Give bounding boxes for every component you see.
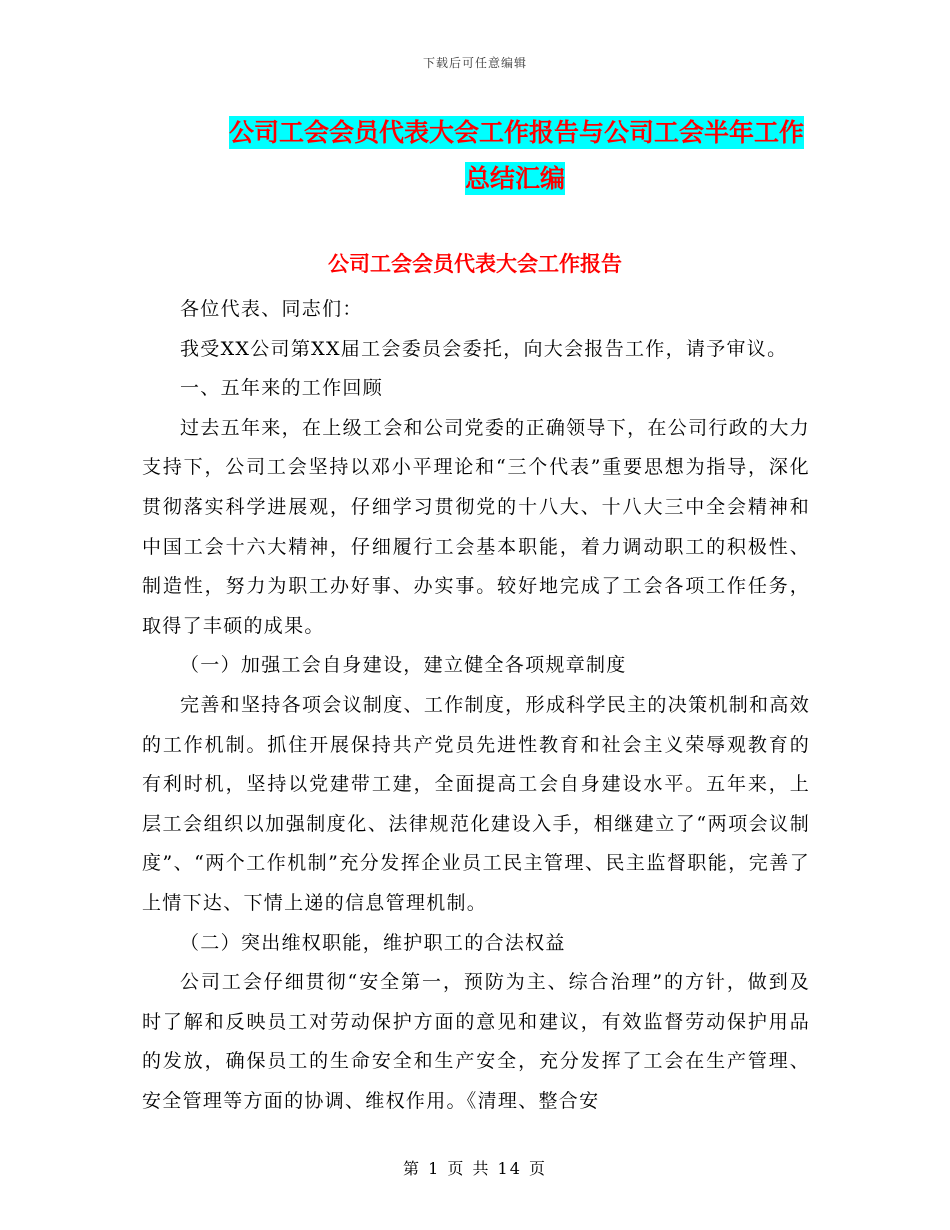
page-footer: 第 1 页 共 14 页	[403, 1159, 547, 1178]
subheading-2: （二）突出维权职能，维护职工的合法权益	[180, 931, 566, 954]
document-title	[140, 110, 830, 202]
heading-review: 一、五年来的工作回顾	[180, 377, 384, 400]
paragraph-intro: 我受XX公司第XX届工会委员会委托，向大会报告工作，请予审议。	[180, 337, 788, 360]
section-title: 公司工会会员代表大会工作报告	[328, 252, 622, 276]
subheading-1: （一）加强工会自身建设，建立健全各项规章制度	[180, 654, 627, 677]
paragraph-review: 过去五年来，在上级工会和公司党委的正确领导下，在公司行政的大力支持下，公司工会坚持以邓小平理论和“三个代表”重要思想为指导，深化贯彻落实科学进展观，仔细学习贯彻党的十八大、十八大三中全会精神和中国工会十六大精神，仔细履行工会基本职能，着力调动职工的积极性、制造性，努力为职工办好事、办实事。较好地完成了工会各项工作任务，取得了丰硕的成果。	[142, 416, 810, 637]
title-line-2: 总结汇编	[464, 164, 565, 193]
paragraph-salutation: 各位代表、同志们：	[180, 298, 363, 320]
paragraph-1: 完善和坚持各项会议制度、工作制度，形成科学民主的决策机制和高效的工作机制。抓住开展保持共产党员先进性教育和社会主义荣辱观教育的有利时机，坚持以党建带工建，全面提高工会自身建设水平。五年来，上层工会组织以加强制度化、法律规范化建设入手，相继建立了“两项会议制度”、“两个工作机制”充分发挥企业员工民主管理、民主监督职能，完善了上情下达、下情上递的信息管理机制。	[142, 693, 810, 914]
body-text	[142, 290, 810, 1121]
title-line-1: 公司工会会员代表大会工作报告与公司工会半年工作	[228, 118, 804, 147]
header-note: 下载后可任意编辑	[422, 56, 527, 70]
paragraph-2: 公司工会仔细贯彻“安全第一，预防为主、综合治理”的方针，做到及时了解和反映员工对劳动保护方面的意见和建议，有效监督劳动保护用品的发放，确保员工的生命安全和生产安全，充分发挥了工会在生产管理、安全管理等方面的协调、维权作用。《清理、整合安	[142, 971, 810, 1112]
